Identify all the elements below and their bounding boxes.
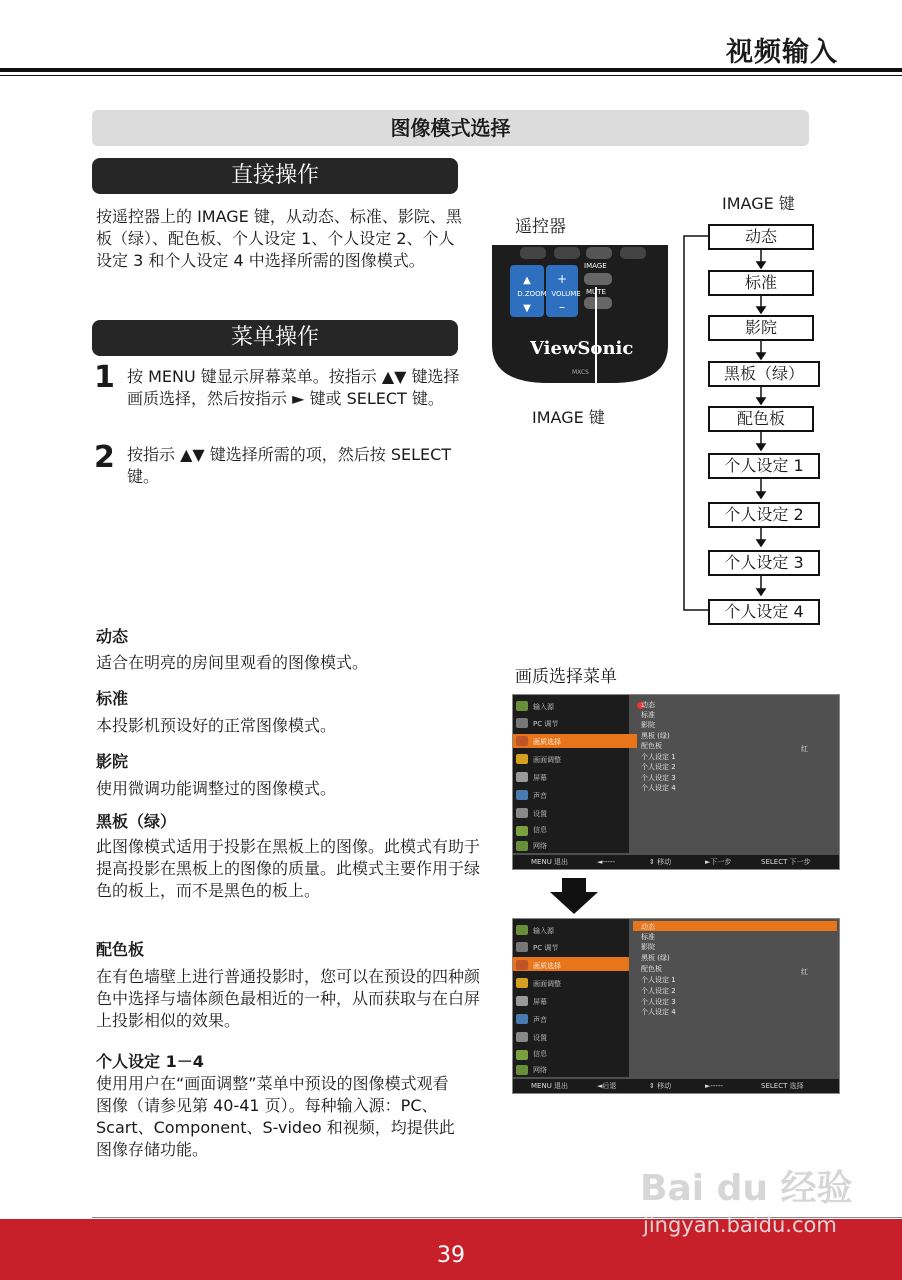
osd-color-value: 红 xyxy=(801,968,808,976)
volume-label: VOLUME xyxy=(551,290,581,298)
osd-option: 标准 xyxy=(641,711,655,719)
osd-option: 动态 xyxy=(641,701,655,709)
step-text: 按指示 ▲▼ 键选择所需的项，然后按 SELECT 键。 xyxy=(127,445,452,486)
osd-bottom-bar: MENU 退出 ◄----- ⇕ 移动 ►下一步 SELECT 下一步 xyxy=(513,855,839,869)
osd-option: 个人设定 1 xyxy=(641,976,676,984)
direct-op-text: 按遥控器上的 IMAGE 键，从动态、标准、影院、黑板（绿）、配色板、个人设定 1、个人设定 2、个人设定 3 和个人设定 4 中选择所需的图像模式。 xyxy=(96,207,462,270)
osd-side-item: PC 调节 xyxy=(533,720,559,728)
header-rule-thin xyxy=(0,75,902,76)
direct-op-heading: 直接操作 xyxy=(92,158,458,194)
osd-side-item: 声音 xyxy=(533,792,547,800)
remote-illustration xyxy=(492,245,668,383)
image-button-label: IMAGE xyxy=(584,262,607,270)
def-desc: 此图像模式适用于投影在黑板上的图像。此模式有助于提高投影在黑板上的图像的质量。此模式主要作用于绿色的板上，而不是黑色的板上。 xyxy=(96,837,481,900)
page-number: 39 xyxy=(437,1243,465,1268)
osd-side-item: 网络 xyxy=(533,1066,547,1074)
def-term: 动态 xyxy=(96,627,129,646)
step-text: 按 MENU 键显示屏幕菜单。按指示 ▲▼ 键选择画质选择，然后按指示 ► 键或 SELECT 键。 xyxy=(127,367,460,408)
osd-option: 个人设定 3 xyxy=(641,998,676,1006)
svg-text:▼: ▼ xyxy=(523,303,531,314)
mode-box: 动态 xyxy=(708,224,814,250)
osd-side-item: 设置 xyxy=(533,1034,547,1042)
osd-side-item: 画面调整 xyxy=(533,980,561,988)
osd-bottom-bar: MENU 退出 ◄后退 ⇕ 移动 ►----- SELECT 选择 xyxy=(513,1079,839,1093)
section-title: 视频输入 xyxy=(726,37,838,68)
watermark-logo: Bai du 经验 xyxy=(640,1168,853,1209)
svg-text:+: + xyxy=(556,272,568,286)
osd-side-item: 信息 xyxy=(533,826,547,834)
mode-box: 个人设定 2 xyxy=(708,502,820,528)
svg-text:▲: ▲ xyxy=(523,275,531,286)
transition-arrow xyxy=(550,878,598,914)
step-number: 2 xyxy=(94,440,115,475)
osd-color-value: 红 xyxy=(801,745,808,753)
osd-side-item: 信息 xyxy=(533,1050,547,1058)
osd-option: 配色板 xyxy=(641,965,662,973)
mode-box: 个人设定 3 xyxy=(708,550,820,576)
osd-menu-before xyxy=(512,694,840,870)
svg-text:–: – xyxy=(559,300,565,314)
osd-side-item: 画质选择 xyxy=(533,962,561,970)
def-desc: 本投影机预设好的正常图像模式。 xyxy=(96,716,337,735)
osd-option: 个人设定 4 xyxy=(641,1008,676,1016)
osd-side-item: 声音 xyxy=(533,1016,547,1024)
osd-option: 影院 xyxy=(641,721,655,729)
mute-button-label: MUTE xyxy=(586,288,606,296)
osd-option: 个人设定 3 xyxy=(641,774,676,782)
osd-option: 动态 xyxy=(641,923,655,931)
page-banner: 图像模式选择 xyxy=(92,110,809,146)
osd-option: 个人设定 1 xyxy=(641,753,676,761)
osd-side-item: 屏幕 xyxy=(533,998,547,1006)
osd-option: 影院 xyxy=(641,943,655,951)
osd-menu-after xyxy=(512,918,840,1094)
menu-op-heading: 菜单操作 xyxy=(92,320,458,356)
osd-option: 配色板 xyxy=(641,742,662,750)
def-desc: 使用微调功能调整过的图像模式。 xyxy=(96,779,337,798)
mode-box: 影院 xyxy=(708,315,814,341)
osd-side-item: 输入源 xyxy=(533,927,554,935)
mode-box: 标准 xyxy=(708,270,814,296)
mode-box: 黑板（绿） xyxy=(708,361,820,387)
osd-side-item: 画面调整 xyxy=(533,756,561,764)
osd-option: 个人设定 2 xyxy=(641,987,676,995)
mode-box: 个人设定 1 xyxy=(708,453,820,479)
osd-option: 标准 xyxy=(641,933,655,941)
osd-side-item: 输入源 xyxy=(533,703,554,711)
def-term: 影院 xyxy=(96,752,129,771)
osd-option: 个人设定 2 xyxy=(641,763,676,771)
mode-box: 配色板 xyxy=(708,406,814,432)
osd-side-item: 画质选择 xyxy=(533,738,561,746)
def-term: 配色板 xyxy=(96,940,145,959)
osd-option: 个人设定 4 xyxy=(641,784,676,792)
mode-box: 个人设定 4 xyxy=(708,599,820,625)
osd-side-item: 屏幕 xyxy=(533,774,547,782)
watermark-url: jingyan.baidu.com xyxy=(643,1213,837,1237)
def-desc: 适合在明亮的房间里观看的图像模式。 xyxy=(96,653,369,672)
def-term: 个人设定 1－4 xyxy=(96,1052,204,1071)
def-term: 标准 xyxy=(96,689,129,708)
osd-side-item: 设置 xyxy=(533,810,547,818)
remote-model: MXCS xyxy=(572,369,589,376)
image-button xyxy=(584,273,612,285)
flow-top-label: IMAGE 键 xyxy=(722,194,795,213)
image-key-label: IMAGE 键 xyxy=(532,408,605,427)
step-number: 1 xyxy=(94,360,115,395)
osd-side-item: PC 调节 xyxy=(533,944,559,952)
osd-option: 黑板 (绿) xyxy=(641,954,670,962)
remote-label: 遥控器 xyxy=(515,217,566,237)
header-rule xyxy=(0,68,902,72)
osd-side-item: 网络 xyxy=(533,842,547,850)
dzoom-label: D.ZOOM xyxy=(517,290,547,298)
def-desc: 使用用户在“画面调整”菜单中预设的图像模式观看图像（请参见第 40-41 页）。每种输入源：PC、Scart、Component、S-video 和视频，均提供此图像存储功能。 xyxy=(96,1074,455,1159)
mute-button xyxy=(584,297,612,309)
def-term: 黑板（绿） xyxy=(96,812,177,831)
def-desc: 在有色墙壁上进行普通投影时，您可以在预设的四种颜色中选择与墙体颜色最相近的一种，从而获取与在白屏上投影相似的效果。 xyxy=(96,967,481,1030)
flow-arrows xyxy=(754,248,768,598)
menu-caption: 画质选择菜单 xyxy=(515,667,617,687)
remote-brand: ViewSonic xyxy=(530,338,634,359)
osd-option: 黑板 (绿) xyxy=(641,732,670,740)
